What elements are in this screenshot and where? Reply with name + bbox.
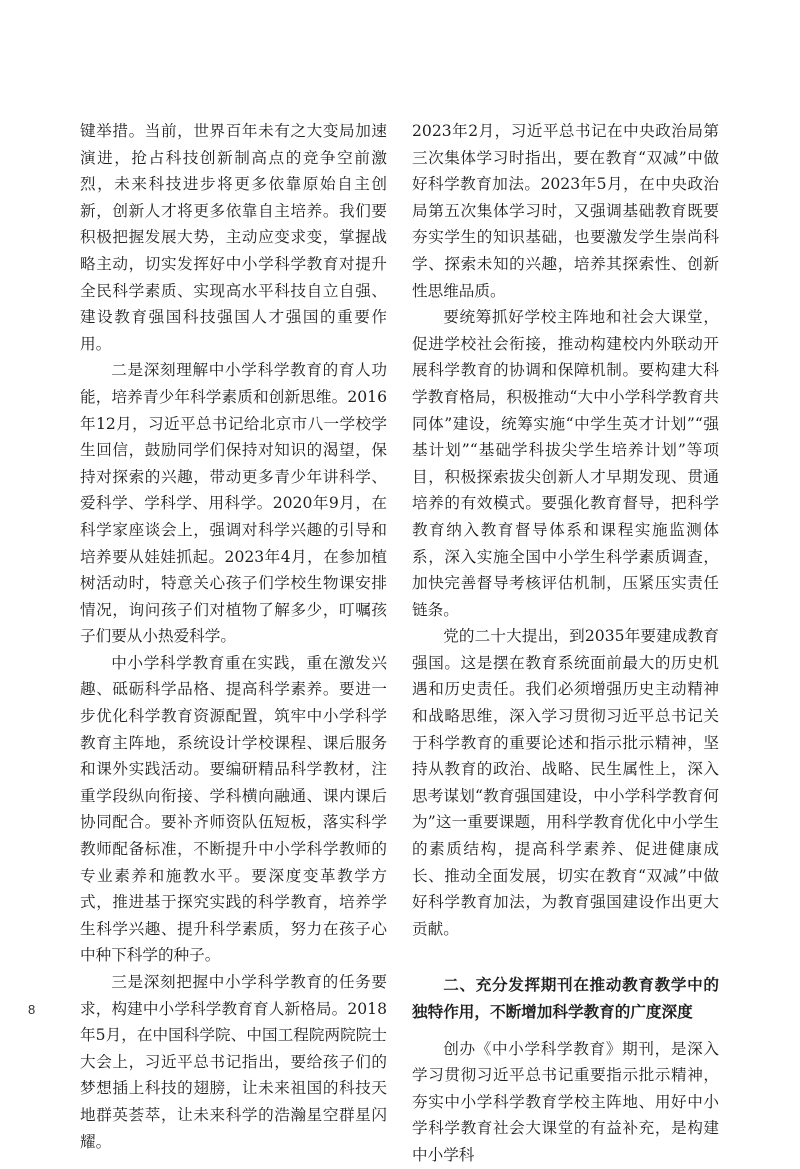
- paragraph: 键举措。当前，世界百年未有之大变局加速演进，抢占科技创新制高点的竞争空前激烈，未来科技进步将更多依靠原始自主创新，创新人才将更多依靠自主培养。我们要积极把握发展大势，主动应变求变，掌握战略主动，切实发挥好中小学科学教育对提升全民科学素质、实现高水平科技自立自强、建设教育强国科技强国人才强国的重要作用。: [80, 122, 387, 353]
- right-column: [412, 118, 719, 1169]
- paragraph: 三是深刻把握中小学科学教育的任务要求，构建中小学科学教育育人新格局。2018年5月，在中国科学院、中国工程院两院院士大会上，习近平总书记指出，要给孩子们的梦想插上科技的翅膀，让未来祖国的科技天地群英荟萃，让未来科学的浩瀚星空群星闪耀。: [80, 973, 387, 1151]
- page-number: 8: [28, 1002, 36, 1017]
- paragraph: 党的二十大提出，到2035年要建成教育强国。这是摆在教育系统面前最大的历史机遇和历史责任。我们必须增强历史主动精神和战略思维，深入学习贯彻习近平总书记关于科学教育的重要论述和指示批示精神，坚持从教育的政治、战略、民生属性上，深入思考谋划“教育强国建设，中小学科学教育何为”这一重要课题，用科学教育优化中小学生的素质结构，提高科学素养、促进健康成长、推动全面发展，切实在教育“双减”中做好科学教育加法，为教育强国建设作出更大贡献。: [412, 627, 719, 938]
- paragraph: 2023年2月，习近平总书记在中央政治局第三次集体学习时指出，要在教育“双减”中做好科学教育加法。2023年5月，在中央政治局第五次集体学习时，又强调基础教育既要夯实学生的知识基础，也要激发学生崇尚科学、探索未知的兴趣，培养其探索性、创新性思维品质。: [412, 122, 719, 300]
- left-column: [80, 118, 387, 1155]
- paragraph: 中小学科学教育重在实践，重在激发兴趣、砥砺科学品格、提高科学素养。要进一步优化科学教育资源配置，筑牢中小学科学教育主阵地，系统设计学校课程、课后服务和课外实践活动。要编研精品科学教材，注重学段纵向衔接、学科横向融通、课内课后协同配合。要补齐师资队伍短板，落实科学教师配备标准，不断提升中小学科学教师的专业素养和施教水平。要深度变革教学方式，推进基于探究实践的科学教育，培养学生科学兴趣、提升科学素质，努力在孩子心中种下科学的种子。: [80, 653, 387, 965]
- paragraph: 二是深刻理解中小学科学教育的育人功能，培养青少年科学素质和创新思维。2016年12月，习近平总书记给北京市八一学校学生回信，鼓励同学们保持对知识的渴望，保持对探索的兴趣，带动更多青少年讲科学、爱科学、学科学、用科学。2020年9月，在科学家座谈会上，强调对科学兴趣的引导和培养要从娃娃抓起。2023年4月，在参加植树活动时，特意关心孩子们学校生物课安排情况，询问孩子们对植物了解多少，叮嘱孩子们要从小热爱科学。: [80, 361, 387, 646]
- section-heading: 二、充分发挥期刊在推动教育教学中的独特作用，不断增加科学教育的广度深度: [412, 976, 719, 1021]
- paragraph: 创办《中小学科学教育》期刊，是深入学习贯彻习近平总书记重要指示批示精神，夯实中小学科学教育学校主阵地、用好中小学科学教育社会大课堂的有益补充，是构建中小学科: [412, 1039, 719, 1164]
- paragraph: 要统筹抓好学校主阵地和社会大课堂，促进学校社会衔接，推动构建校内外联动开展科学教育的协调和保障机制。要构建大科学教育格局，积极推动“大中小学科学教育共同体”建设，统筹实施“中学生英才计划”“强基计划”“基础学科拔尖学生培养计划”等项目，积极探索拔尖创新人才早期发现、贯通培养的有效模式。要强化教育督导，把科学教育纳入教育督导体系和课程实施监测体系，深入实施全国中小学生科学素质调查，加快完善督导考核评估机制，压紧压实责任链条。: [412, 308, 719, 619]
